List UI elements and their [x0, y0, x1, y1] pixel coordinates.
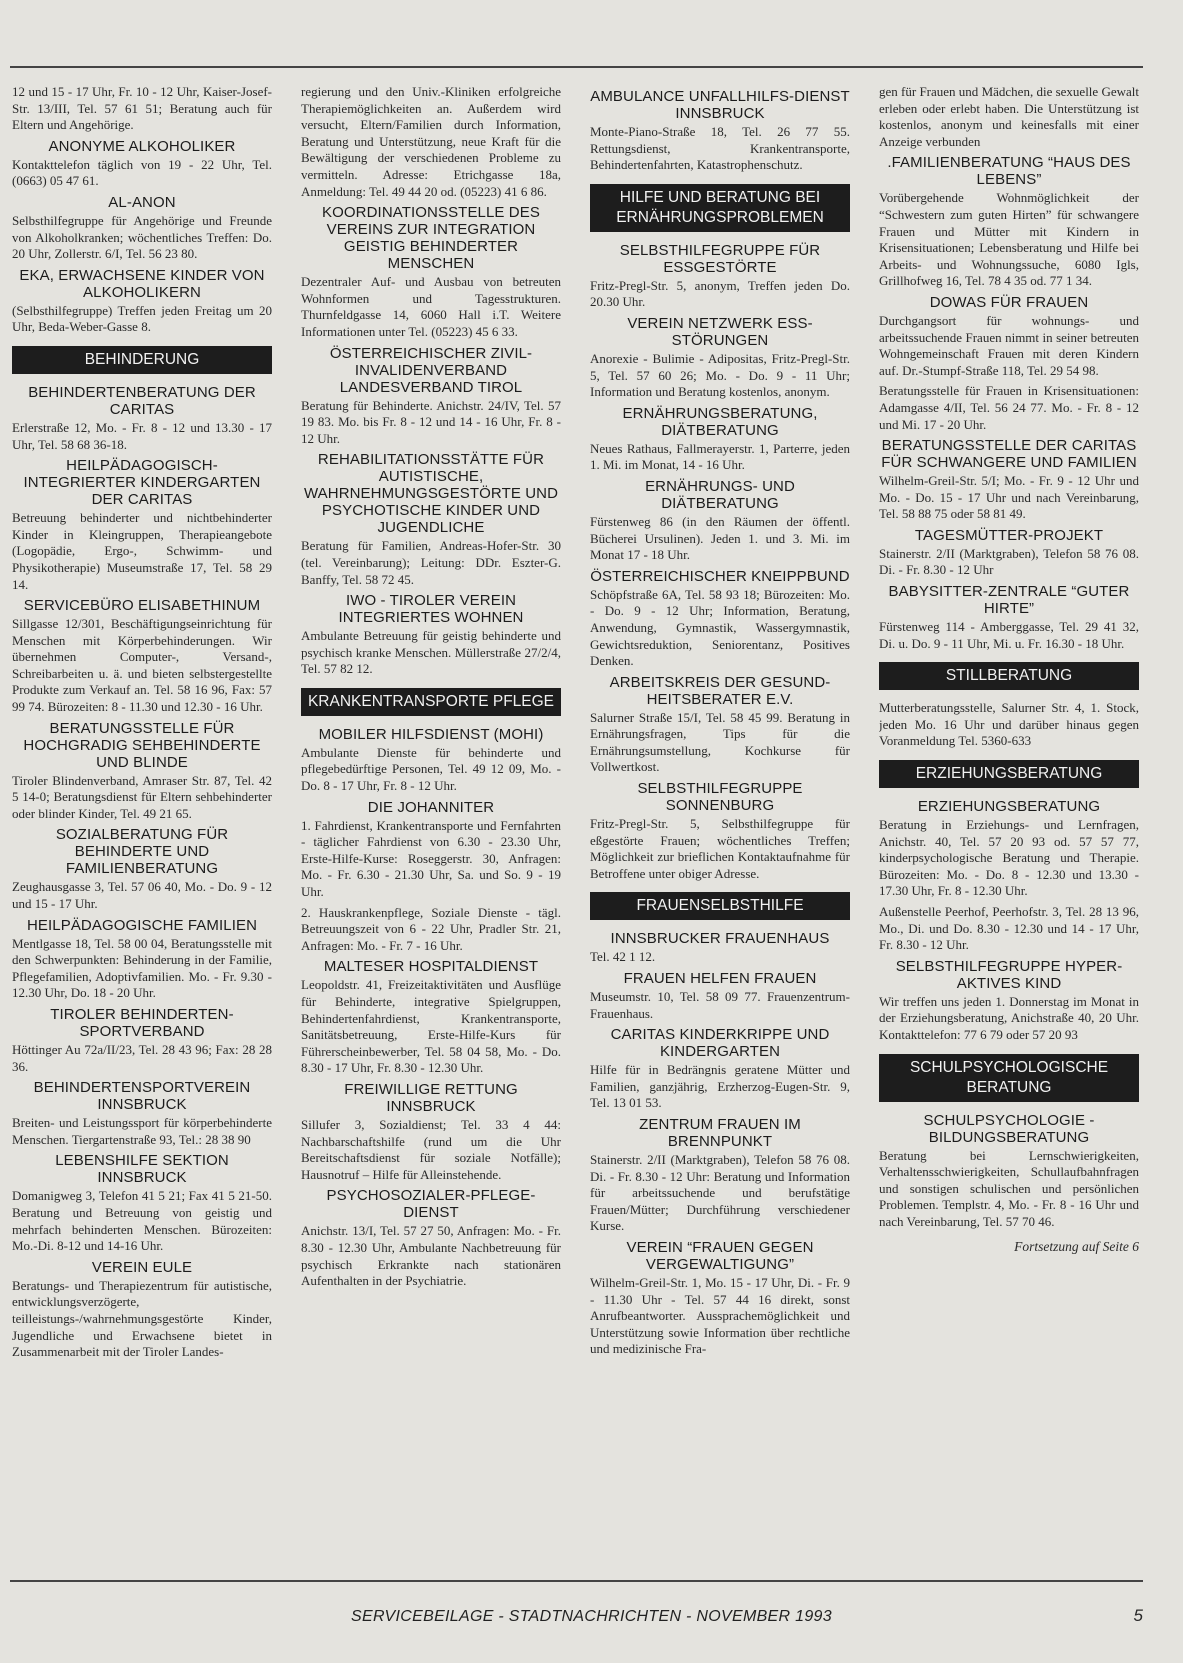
entry-heading: IWO - TIROLER VEREIN INTEGRIERTES WOHNEN	[338, 592, 524, 627]
entry-heading: SELBSTHILFEGRUPPE SONNENBURG	[637, 780, 803, 815]
entry-text: Beratung bei Lernschwierigkeiten, Verhaltensschwierigkeiten, Schullaufbahnfragen und sonstigen schulischen und persönlichen Problemen. Templstr. 4, Mo. - Fr. 8 - 16 Uhr und nach Vereinbarung, Tel. 57 70 46.	[879, 1147, 1139, 1229]
entry-heading: ZENTRUM FRAUEN IM BRENNPUNKT	[639, 1116, 801, 1150]
entry-text: 2. Hauskrankenpflege, Soziale Dienste - tägl. Betreuungszeit von 6 - 22 Uhr, Pradler Str. 21, Anfragen: Mo. - Fr. 7 - 16 Uhr.	[301, 904, 561, 953]
entry-text: Fritz-Pregl-Str. 5, Selbsthilfegruppe für eßgestörte Frauen; wöchentliches Treffen; Möglichkeit zur brieflichen Kontaktaufnahme für Betroffene unter obiger Adresse.	[590, 816, 850, 881]
top-rule	[10, 66, 1143, 68]
entry-text: Ambulante Dienste für behinderte und pflegebedürftige Personen, Tel. 49 12 09, Mo. - Do. 8 - 17 Uhr, Fr. 8 - 12 Uhr.	[301, 744, 561, 794]
entry-text: 1. Fahrdienst, Krankentransporte und Fernfahrten - täglicher Fahrdienst von 6.30 - 23.30 Uhr, Erste-Hilfe-Kurse: Roseggerstr. 30, Anfragen: Mo. - Fr. 6.30 - 21.30 Uhr, Sa. und So. 9 - 19 Uhr.	[301, 817, 561, 900]
entry-heading: SELBSTHILFEGRUPPE FÜR ESSGESTÖRTE	[619, 241, 821, 276]
column-2	[301, 84, 561, 1564]
entry-text: Fürstenweg 114 - Amberggasse, Tel. 29 41 32, Di. u. Do. 9 - 11 Uhr, Mi. u. Fr. 16.30 - 18 Uhr.	[879, 619, 1139, 651]
entry-text: Domanigweg 3, Telefon 41 5 21; Fax 41 5 21-50. Beratung und Betreuung von geistig und mehrfach behinderten Menschen. Bürozeiten: Mo.-Di. 8-12 und 14-16 Uhr.	[12, 1188, 272, 1254]
entry-heading: SERVICEBÜRO ELISABETHINUM	[23, 597, 261, 615]
entry-heading: ÖSTERREICHISCHER ZIVIL-INVALIDENVERBAND LANDESVERBAND TIROL	[329, 344, 533, 396]
entry-text: Monte-Piano-Straße 18, Tel. 26 77 55. Rettungsdienst, Krankentransporte, Behindertenfahrten, Katastrophenschutz.	[590, 124, 850, 173]
entry-text: Durchgangsort für wohnungs- und arbeitssuchende Frauen nimmt in seiner betreuten Wohngemeinschaft Frauen mit deren Kindern auf. Dr.-Stumpf-Straße 118, Tel. 29 54 98.	[879, 312, 1139, 378]
entry-text: Kontakttelefon täglich von 19 - 22 Uhr, Tel. (0663) 05 47 61.	[12, 156, 272, 189]
entry-text: Selbsthilfegruppe für Angehörige und Freunde von Alkoholkranken; wöchentliches Treffen: Do. 20 Uhr, Zollerstr. 6/I, Tel. 56 23 80.	[12, 212, 272, 262]
entry-text: Tiroler Blindenverband, Amraser Str. 87, Tel. 42 5 14-0; Beratungsdienst für Eltern sehbehinderter oder blinder Kinder, Tel. 49 21 65.	[12, 772, 272, 821]
column-1	[12, 84, 272, 1564]
entry-heading: TIROLER BEHINDERTEN-SPORTVERBAND	[50, 1006, 234, 1040]
entry-heading: SCHULPSYCHOLOGIE - BILDUNGSBERATUNG	[923, 1111, 1095, 1146]
entry-text: Zeughausgasse 3, Tel. 57 06 40, Mo. - Do. 9 - 12 und 15 - 17 Uhr.	[12, 879, 272, 912]
entry-heading: BEHINDERTENSPORTVEREIN INNSBRUCK	[33, 1079, 251, 1114]
entry-heading: AMBULANCE UNFALLHILFS-DIENST INNSBRUCK	[590, 88, 850, 122]
entry-heading: BERATUNGSSTELLE FÜR HOCHGRADIG SEHBEHINDERTE UND BLINDE	[23, 719, 261, 771]
entry-text: Wilhelm-Greil-Str. 1, Mo. 15 - 17 Uhr, Di. - Fr. 9 - 11.30 Uhr - Tel. 57 44 16 direkt, sonst Anrufbeantworter. Aussprachemöglichkeit und Unterstützung sowie Information über rechtliche und medizinische Fra-	[590, 1274, 850, 1357]
entry-heading: ERZIEHUNGSBERATUNG	[917, 798, 1101, 816]
entry-text: regierung und den Univ.-Kliniken erfolgreiche Therapiemöglichkeiten an. Außerdem wird versucht, Eltern/Familien durch Information, Beratung und Unterstützung, neue Kraft für die Bewältigung der verschiedenen Probleme zu vermitteln. Adresse: Etrichgasse 18a, Anmeldung: Tel. 49 44 20 od. (05223) 41 6 86.	[301, 84, 561, 199]
entry-text: Breiten- und Leistungssport für körperbehinderte Menschen. Tiergartenstraße 93, Tel.: 28 38 90	[12, 1115, 272, 1147]
entry-text: Stainerstr. 2/II (Marktgraben), Telefon 58 76 08. Di. - Fr. 8.30 - 12 Uhr: Beratung und Information für arbeitssuchende und berufstätige Frauen/Mütter; Durchführung verschiedener Kurse.	[590, 1152, 850, 1234]
entry-heading: ÖSTERREICHISCHER KNEIPPBUND	[590, 567, 850, 585]
entry-text: Beratung für Familien, Andreas-Hofer-Str. 30 (tel. Vereinbarung); Leitung: DDr. Eszter-G. Banffy, Tel. 58 72 45.	[301, 538, 561, 587]
entry-heading: .FAMILIENBERATUNG “HAUS DES LEBENS”	[887, 154, 1131, 189]
entry-heading: PSYCHOSOZIALER-PFLEGE-DIENST	[326, 1187, 536, 1222]
entry-heading: ARBEITSKREIS DER GESUND-HEITSBERATER E.V.	[609, 673, 831, 708]
entry-heading: DOWAS FÜR FRAUEN	[929, 293, 1089, 311]
section-banner: FRAUENSELBSTHILFE	[590, 892, 850, 920]
entry-heading: LEBENSHILFE SEKTION INNSBRUCK	[55, 1152, 229, 1187]
entry-text: Beratung für Behinderte. Anichstr. 24/IV, Tel. 57 19 83. Mo. bis Fr. 8 - 12 und 14 - 16 Uhr, Fr. 8 - 12 Uhr.	[301, 397, 561, 446]
entry-heading: SOZIALBERATUNG FÜR BEHINDERTE UND FAMILIENBERATUNG	[55, 826, 229, 878]
entry-text: (Selbsthilfegruppe) Treffen jeden Freitag um 20 Uhr, Beda-Weber-Gasse 8.	[12, 302, 272, 335]
entry-heading: INNSBRUCKER FRAUENHAUS	[610, 930, 830, 948]
entry-text: Stainerstr. 2/II (Marktgraben), Telefon 58 76 08. Di. - Fr. 8.30 - 12 Uhr	[879, 545, 1139, 578]
entry-heading: REHABILITATIONSSTÄTTE FÜR AUTISTISCHE, WAHRNEHMUNGSGESTÖRTE UND PSYCHOTISCHE KINDER UND JUGENDLICHE	[303, 451, 559, 537]
entry-heading: ERNÄHRUNGS- UND DIÄTBERATUNG	[645, 477, 795, 512]
entry-text: Wilhelm-Greil-Str. 5/I; Mo. - Fr. 9 - 12 Uhr und Mo. - Do. 15 - 17 Uhr und nach Vereinbarung, Tel. 58 88 75 oder 58 81 49.	[879, 473, 1139, 522]
entry-heading: VEREIN “FRAUEN GEGEN VERGEWALTIGUNG”	[626, 1238, 814, 1273]
entry-heading: AL-ANON	[108, 193, 176, 211]
entry-text: Außenstelle Peerhof, Peerhofstr. 3, Tel. 28 13 96, Mo., Di. und Do. 8.30 - 12.30 und 14 - 17 Uhr, Fr. 8.30 - 12 Uhr.	[879, 904, 1139, 953]
bottom-rule	[10, 1580, 1143, 1582]
entry-heading: TAGESMÜTTER-PROJEKT	[914, 526, 1104, 544]
entry-text: Salurner Straße 15/I, Tel. 58 45 99. Beratung in Ernährungsfragen, Tips für die Ernährungsumstellung, Kochkurse für Vollwertkost.	[590, 709, 850, 775]
entry-text: Wir treffen uns jeden 1. Donnerstag im Monat in der Erziehungsberatung, Anichstraße 40, 20 Uhr. Kontakttelefon: 77 6 79 oder 57 20 93	[879, 993, 1139, 1042]
entry-heading: MALTESER HOSPITALDIENST	[323, 958, 539, 976]
entry-heading: KOORDINATIONSSTELLE DES VEREINS ZUR INTEGRATION GEISTIG BEHINDERTER MENSCHEN	[322, 204, 540, 273]
entry-text: Schöpfstraße 6A, Tel. 58 93 18; Bürozeiten: Mo. - Do. 9 - 12 Uhr; Information, Beratung, Anwendung, Gymnastik, Wassergymnastik, Gewichtsreduktion, Seniorentanz, Positives Denken.	[590, 586, 850, 669]
entry-heading: DIE JOHANNITER	[367, 798, 495, 816]
section-banner: HILFE UND BERATUNG BEI ERNÄHRUNGSPROBLEMEN	[590, 184, 850, 232]
entry-heading: HEILPÄDAGOGISCHE FAMILIEN	[26, 916, 258, 934]
entry-heading: VEREIN NETZWERK ESS-STÖRUNGEN	[627, 314, 813, 349]
entry-text: Ambulante Betreuung für geistig behinderte und psychisch kranke Menschen. Müllerstraße 27/2/4, Tel. 57 82 12.	[301, 628, 561, 677]
footer-title: SERVICEBEILAGE - STADTNACHRICHTEN - NOVEMBER 1993	[351, 1608, 832, 1625]
entry-text: Leopoldstr. 41, Freizeitaktivitäten und Ausflüge für Behinderte, integrative Spielgruppen, Behindertenfahrdienst, Krankentransporte, Sanitätsbetreuung, Erste-Hilfe-Kurs für Führerscheinbewerber, Tel. 58 04 58, Mo. - Do. 8.30 - 17 Uhr, Fr. 8.30 - 12.30 Uhr.	[301, 977, 561, 1076]
entry-text: Anichstr. 13/I, Tel. 57 27 50, Anfragen: Mo. - Fr. 8.30 - 12.30 Uhr, Ambulante Nachbetreuung für psychisch Erkrankte nach stationären Aufenthalten in der Psychiatrie.	[301, 1223, 561, 1289]
entry-heading: VEREIN EULE	[91, 1258, 193, 1276]
directory-columns	[12, 84, 1142, 1564]
entry-text: Höttinger Au 72a/II/23, Tel. 28 43 96; Fax: 28 28 36.	[12, 1042, 272, 1074]
entry-text: gen für Frauen und Mädchen, die sexuelle Gewalt erleben oder erlebt haben. Die Unterstützung ist kostenlos, anonym und keinesfalls mit einer Anzeige verbunden	[879, 84, 1139, 149]
section-banner: ERZIEHUNGSBERATUNG	[879, 760, 1139, 788]
entry-text: Vorübergehende Wohnmöglichkeit der “Schwestern zum guten Hirten” für schwangere Frauen und Mütter mit Kindern in Krisensituationen; Lebensberatung und Hilfe bei Arbeits- und Wohnungssuche, 6080 Igls, Grillhofweg 16, Tel. 78 4 35 od. 77 1 34.	[879, 190, 1139, 289]
page-number: 5	[1133, 1606, 1143, 1625]
entry-heading: SELBSTHILFEGRUPPE HYPER-AKTIVES KIND	[895, 957, 1123, 992]
entry-heading: ERNÄHRUNGSBERATUNG, DIÄTBERATUNG	[622, 404, 818, 439]
entry-text: Sillgasse 12/301, Beschäftigungseinrichtung für Menschen mit Körperbehinderungen. Wir übernehmen Computer-, Versand-, Schreibarbeiten u. ä. und bieten selbstergestellte Produkte zum Verkauf an. Tel. 58 16 96, Fax: 57 99 74. Bürozeiten: 8 - 11.30 und 12.30 - 16 Uhr.	[12, 616, 272, 715]
entry-heading: BABYSITTER-ZENTRALE “GUTER HIRTE”	[888, 583, 1130, 618]
section-banner: SCHULPSYCHOLOGISCHE BERATUNG	[879, 1054, 1139, 1102]
entry-text: 12 und 15 - 17 Uhr, Fr. 10 - 12 Uhr, Kaiser-Josef-Str. 13/III, Tel. 57 61 51; Beratung auch für Eltern und Angehörige.	[12, 84, 272, 133]
entry-heading: EKA, ERWACHSENE KINDER VON ALKOHOLIKERN	[19, 266, 265, 301]
section-banner: KRANKENTRANSPORTE PFLEGE	[301, 688, 561, 716]
section-banner: BEHINDERUNG	[12, 346, 272, 374]
entry-heading: FRAUEN HELFEN FRAUEN	[623, 970, 817, 988]
entry-text: Tel. 42 1 12.	[590, 949, 656, 965]
entry-text: Dezentraler Auf- und Ausbau von betreuten Wohnformen und Tagesstrukturen. Thurnfeldgasse 14, 6060 Hall i.T. Weitere Informationen unter Tel. (05223) 45 6 33.	[301, 274, 561, 339]
entry-text: Sillufer 3, Sozialdienst; Tel. 33 4 44: Nachbarschaftshilfe (rund um die Uhr Bereitschaftsdienst für soziale Notfälle); Hausnotruf – Hilfe für Alleinstehende.	[301, 1116, 561, 1182]
entry-heading: ANONYME ALKOHOLIKER	[48, 137, 236, 155]
entry-text: Beratungsstelle für Frauen in Krisensituationen: Adamgasse 4/II, Tel. 56 24 77. Mo. - Fr. 8 - 12 und Mi. 17 - 20 Uhr.	[879, 383, 1139, 432]
entry-text: Anorexie - Bulimie - Adipositas, Fritz-Pregl-Str. 5, Tel. 57 60 26; Mo. - Do. 9 - 11 Uhr; Information und Beratung kostenlos, anonym.	[590, 350, 850, 400]
entry-heading: BEHINDERTENBERATUNG DER CARITAS	[28, 383, 256, 418]
entry-heading: MOBILER HILFSDIENST (MOHI)	[318, 725, 544, 743]
entry-text: Erlerstraße 12, Mo. - Fr. 8 - 12 und 13.30 - 17 Uhr, Tel. 58 68 36-18.	[12, 419, 272, 452]
column-3	[590, 84, 850, 1564]
entry-heading: HEILPÄDAGOGISCH-INTEGRIERTER KINDERGARTEN DER CARITAS	[23, 457, 261, 509]
entry-heading: CARITAS KINDERKRIPPE UND KINDERGARTEN	[610, 1026, 830, 1061]
entry-text: Hilfe für in Bedrängnis geratene Mütter und Familien, ganzjährig, Erzherzog-Eugen-Str. 9, Tel. 13 01 53.	[590, 1062, 850, 1111]
entry-text: Museumstr. 10, Tel. 58 09 77. Frauenzentrum-Frauenhaus.	[590, 989, 850, 1021]
entry-text: Mutterberatungsstelle, Salurner Str. 4, 1. Stock, jeden Mo. 16 Uhr und darüber hinaus gegen Voranmeldung Tel. 5360-633	[879, 700, 1139, 749]
entry-text: Neues Rathaus, Fallmerayerstr. 1, Parterre, jeden 1. Mi. im Monat, 14 - 16 Uhr.	[590, 440, 850, 473]
entry-text: Fritz-Pregl-Str. 5, anonym, Treffen jeden Do. 20.30 Uhr.	[590, 277, 850, 310]
entry-text: Beratungs- und Therapiezentrum für autistische, entwicklungsverzögerte, teilleistungs-/wahrnehmungsgestörte Kinder, Jugendliche und Erwachsene bietet in Zusammenarbeit mit der Tiroler Landes-	[12, 1277, 272, 1360]
entry-text: Mentlgasse 18, Tel. 58 00 04, Beratungsstelle mit den Schwerpunkten: Behinderung in der Familie, Pflegefamilien, Adoptivfamilien. Mo. - Fr. 9.30 - 12.30 Uhr, Do. 18 - 20 Uhr.	[12, 935, 272, 1001]
entry-heading: FREIWILLIGE RETTUNG INNSBRUCK	[344, 1080, 518, 1115]
entry-text: Beratung in Erziehungs- und Lernfragen, Anichstr. 40, Tel. 57 20 93 od. 57 57 77, kinderpsychologische Beratung und Therapie. Bürozeiten: Mo. - Do. 8 - 12.30 und 13.30 - 17.30 Uhr, Fr. 8 - 12.30 Uhr.	[879, 817, 1139, 899]
entry-heading: BERATUNGSSTELLE DER CARITAS FÜR SCHWANGERE UND FAMILIEN	[881, 437, 1137, 472]
column-4	[879, 84, 1139, 1564]
entry-text: Betreuung behinderter und nichtbehinderter Kinder in Kleingruppen, Therapieangebote (Logopädie, Ergo-, Schwimm- und Physikotherapie) Museumstraße 17, Tel. 58 29 14.	[12, 510, 272, 592]
continuation-note: Fortsetzung auf Seite 6	[1014, 1238, 1139, 1254]
entry-text: Fürstenweg 86 (in den Räumen der öffentl. Bücherei Ursulinen). Jeden 1. und 3. Mi. im Monat 17 - 18 Uhr.	[590, 513, 850, 563]
section-banner: STILLBERATUNG	[879, 662, 1139, 690]
